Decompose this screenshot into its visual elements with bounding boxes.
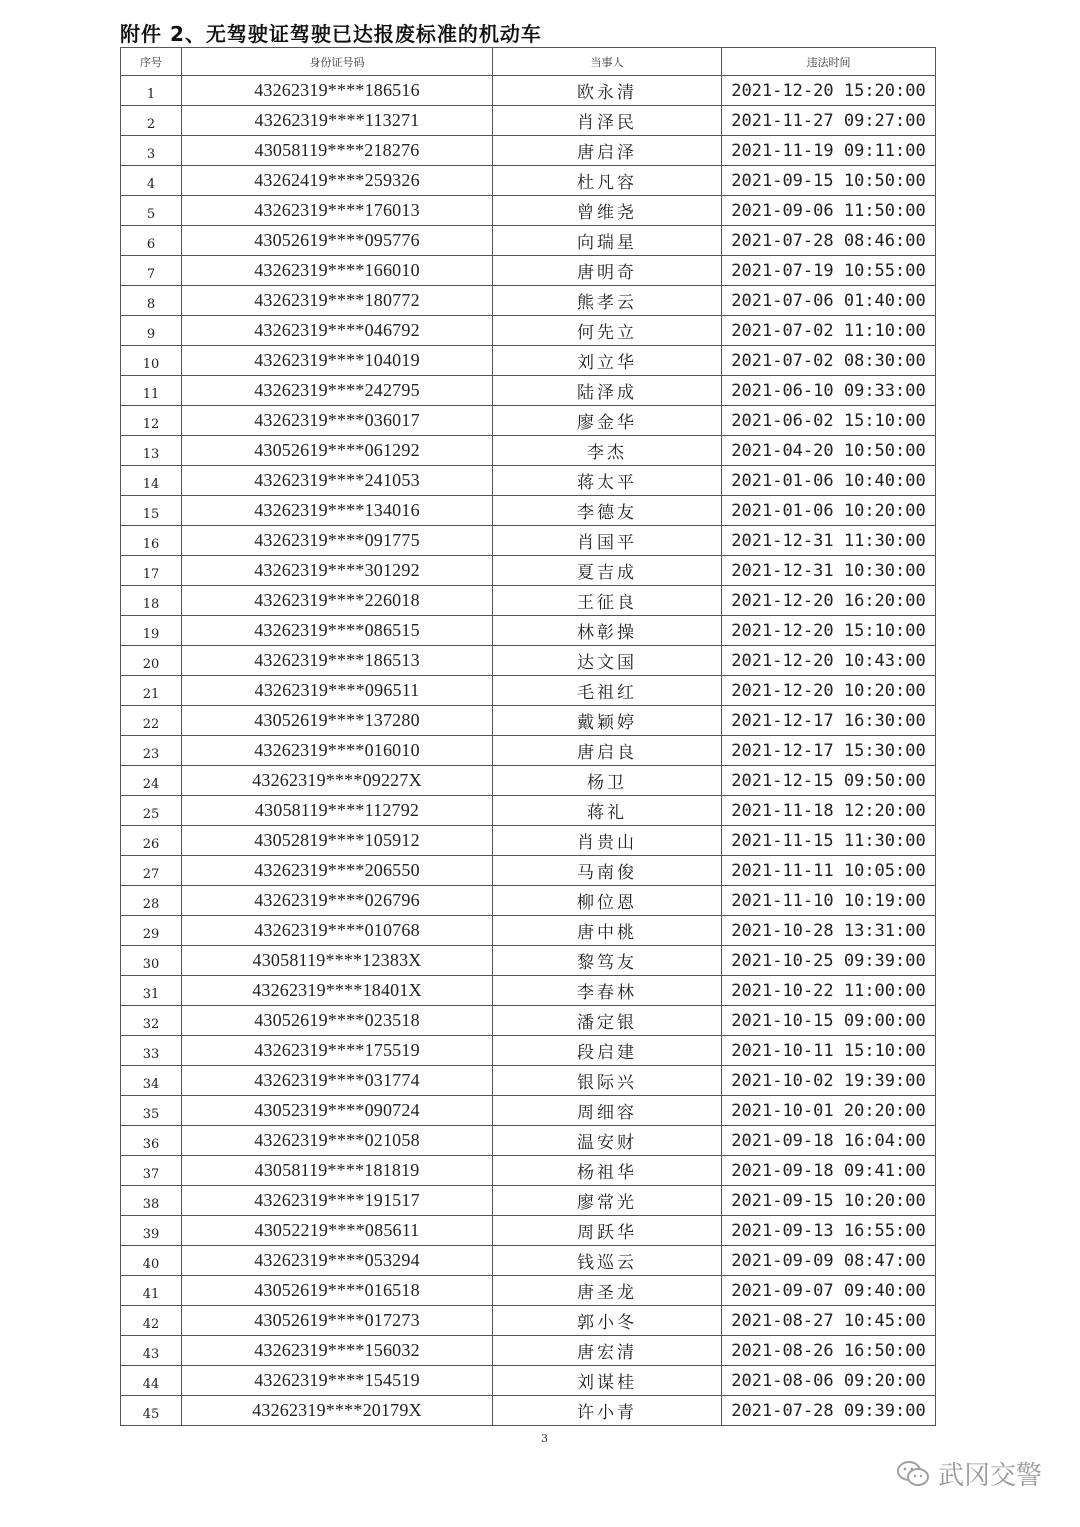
row-party-name: 曾维尧 bbox=[493, 196, 722, 226]
row-id-number: 43262319****113271 bbox=[182, 106, 493, 136]
row-id-number: 43262319****154519 bbox=[182, 1366, 493, 1396]
row-number: 25 bbox=[121, 796, 182, 826]
row-party-name: 唐宏清 bbox=[493, 1336, 722, 1366]
table-row bbox=[121, 976, 936, 1006]
table-row bbox=[121, 76, 936, 106]
row-party-name: 段启建 bbox=[493, 1036, 722, 1066]
row-violation-time: 2021-12-20 15:10:00 bbox=[722, 616, 936, 646]
row-party-name: 李春林 bbox=[493, 976, 722, 1006]
table-row bbox=[121, 496, 936, 526]
watermark-text: 武冈交警 bbox=[937, 1461, 1042, 1491]
row-id-number: 43262319****180772 bbox=[182, 286, 493, 316]
row-party-name: 林彰操 bbox=[493, 616, 722, 646]
row-violation-time: 2021-12-20 16:20:00 bbox=[722, 586, 936, 616]
row-number: 14 bbox=[121, 466, 182, 496]
row-number: 39 bbox=[121, 1216, 182, 1246]
row-number: 43 bbox=[121, 1336, 182, 1366]
table-row bbox=[121, 106, 936, 136]
header-violation-time: 违法时间 bbox=[722, 48, 936, 76]
row-violation-time: 2021-08-27 10:45:00 bbox=[722, 1306, 936, 1336]
wechat-icon bbox=[896, 1460, 930, 1488]
table-row bbox=[121, 466, 936, 496]
row-id-number: 43052619****137280 bbox=[182, 706, 493, 736]
row-violation-time: 2021-09-13 16:55:00 bbox=[722, 1216, 936, 1246]
row-violation-time: 2021-12-17 15:30:00 bbox=[722, 736, 936, 766]
row-id-number: 43262319****026796 bbox=[182, 886, 493, 916]
row-id-number: 43262419****259326 bbox=[182, 166, 493, 196]
row-party-name: 唐启良 bbox=[493, 736, 722, 766]
table-row bbox=[121, 556, 936, 586]
row-number: 30 bbox=[121, 946, 182, 976]
row-party-name: 刘立华 bbox=[493, 346, 722, 376]
row-violation-time: 2021-11-11 10:05:00 bbox=[722, 856, 936, 886]
row-violation-time: 2021-07-06 01:40:00 bbox=[722, 286, 936, 316]
row-party-name: 许小青 bbox=[493, 1396, 722, 1426]
row-violation-time: 2021-07-02 08:30:00 bbox=[722, 346, 936, 376]
row-party-name: 戴颖婷 bbox=[493, 706, 722, 736]
row-violation-time: 2021-07-19 10:55:00 bbox=[722, 256, 936, 286]
header-no: 序号 bbox=[121, 48, 182, 76]
table-row bbox=[121, 1066, 936, 1096]
table-row bbox=[121, 586, 936, 616]
table-row bbox=[121, 436, 936, 466]
row-id-number: 43262319****134016 bbox=[182, 496, 493, 526]
row-id-number: 43262319****036017 bbox=[182, 406, 493, 436]
row-id-number: 43262319****191517 bbox=[182, 1186, 493, 1216]
row-id-number: 43262319****053294 bbox=[182, 1246, 493, 1276]
table-row bbox=[121, 1156, 936, 1186]
row-id-number: 43052819****105912 bbox=[182, 826, 493, 856]
row-party-name: 李杰 bbox=[493, 436, 722, 466]
row-number: 36 bbox=[121, 1126, 182, 1156]
row-party-name: 何先立 bbox=[493, 316, 722, 346]
table-row bbox=[121, 856, 936, 886]
table-row bbox=[121, 796, 936, 826]
row-party-name: 刘谋桂 bbox=[493, 1366, 722, 1396]
row-id-number: 43262319****096511 bbox=[182, 676, 493, 706]
row-party-name: 肖贵山 bbox=[493, 826, 722, 856]
row-number: 15 bbox=[121, 496, 182, 526]
table-row bbox=[121, 706, 936, 736]
table-header bbox=[121, 48, 936, 76]
row-id-number: 43058119****218276 bbox=[182, 136, 493, 166]
table-row bbox=[121, 646, 936, 676]
table-row bbox=[121, 616, 936, 646]
row-number: 3 bbox=[121, 136, 182, 166]
row-party-name: 肖泽民 bbox=[493, 106, 722, 136]
row-id-number: 43052319****090724 bbox=[182, 1096, 493, 1126]
page-number: 3 bbox=[541, 1432, 548, 1445]
row-number: 1 bbox=[121, 76, 182, 106]
row-violation-time: 2021-06-02 15:10:00 bbox=[722, 406, 936, 436]
table-row bbox=[121, 166, 936, 196]
row-party-name: 钱巡云 bbox=[493, 1246, 722, 1276]
table-row bbox=[121, 316, 936, 346]
row-party-name: 唐明奇 bbox=[493, 256, 722, 286]
row-number: 18 bbox=[121, 586, 182, 616]
row-number: 21 bbox=[121, 676, 182, 706]
row-id-number: 43262319****186513 bbox=[182, 646, 493, 676]
row-id-number: 43262319****301292 bbox=[182, 556, 493, 586]
table-row bbox=[121, 1006, 936, 1036]
row-id-number: 43262319****241053 bbox=[182, 466, 493, 496]
row-violation-time: 2021-11-27 09:27:00 bbox=[722, 106, 936, 136]
table-row bbox=[121, 886, 936, 916]
table-row bbox=[121, 1306, 936, 1336]
row-party-name: 达文国 bbox=[493, 646, 722, 676]
row-violation-time: 2021-01-06 10:20:00 bbox=[722, 496, 936, 526]
row-number: 10 bbox=[121, 346, 182, 376]
row-party-name: 唐圣龙 bbox=[493, 1276, 722, 1306]
row-number: 35 bbox=[121, 1096, 182, 1126]
row-violation-time: 2021-09-18 09:41:00 bbox=[722, 1156, 936, 1186]
table-row bbox=[121, 916, 936, 946]
row-violation-time: 2021-12-31 10:30:00 bbox=[722, 556, 936, 586]
table-row bbox=[121, 346, 936, 376]
table-row bbox=[121, 226, 936, 256]
row-number: 34 bbox=[121, 1066, 182, 1096]
row-number: 27 bbox=[121, 856, 182, 886]
row-id-number: 43058119****12383X bbox=[182, 946, 493, 976]
table-row bbox=[121, 1366, 936, 1396]
row-party-name: 柳位恩 bbox=[493, 886, 722, 916]
table-body bbox=[121, 76, 936, 1426]
row-violation-time: 2021-06-10 09:33:00 bbox=[722, 376, 936, 406]
row-party-name: 唐中桃 bbox=[493, 916, 722, 946]
row-violation-time: 2021-11-10 10:19:00 bbox=[722, 886, 936, 916]
row-id-number: 43262319****20179X bbox=[182, 1396, 493, 1426]
table-row bbox=[121, 1276, 936, 1306]
row-violation-time: 2021-09-15 10:50:00 bbox=[722, 166, 936, 196]
row-violation-time: 2021-07-28 08:46:00 bbox=[722, 226, 936, 256]
table-row bbox=[121, 1186, 936, 1216]
table-row bbox=[121, 766, 936, 796]
row-violation-time: 2021-08-26 16:50:00 bbox=[722, 1336, 936, 1366]
row-party-name: 廖常光 bbox=[493, 1186, 722, 1216]
row-id-number: 43052619****017273 bbox=[182, 1306, 493, 1336]
records-table bbox=[120, 47, 936, 1426]
row-number: 33 bbox=[121, 1036, 182, 1066]
row-party-name: 唐启泽 bbox=[493, 136, 722, 166]
row-id-number: 43262319****104019 bbox=[182, 346, 493, 376]
row-id-number: 43262319****016010 bbox=[182, 736, 493, 766]
row-violation-time: 2021-10-28 13:31:00 bbox=[722, 916, 936, 946]
row-id-number: 43262319****186516 bbox=[182, 76, 493, 106]
table-row bbox=[121, 1126, 936, 1156]
row-number: 22 bbox=[121, 706, 182, 736]
row-number: 12 bbox=[121, 406, 182, 436]
row-violation-time: 2021-10-22 11:00:00 bbox=[722, 976, 936, 1006]
table-row bbox=[121, 946, 936, 976]
row-number: 42 bbox=[121, 1306, 182, 1336]
table-row bbox=[121, 1216, 936, 1246]
row-party-name: 毛祖红 bbox=[493, 676, 722, 706]
row-id-number: 43052619****023518 bbox=[182, 1006, 493, 1036]
row-violation-time: 2021-09-06 11:50:00 bbox=[722, 196, 936, 226]
row-violation-time: 2021-12-20 10:20:00 bbox=[722, 676, 936, 706]
row-party-name: 周跃华 bbox=[493, 1216, 722, 1246]
row-number: 5 bbox=[121, 196, 182, 226]
row-violation-time: 2021-09-09 08:47:00 bbox=[722, 1246, 936, 1276]
row-id-number: 43262319****010768 bbox=[182, 916, 493, 946]
table-row bbox=[121, 256, 936, 286]
row-violation-time: 2021-10-01 20:20:00 bbox=[722, 1096, 936, 1126]
row-party-name: 杜凡容 bbox=[493, 166, 722, 196]
table-row bbox=[121, 406, 936, 436]
row-id-number: 43262319****18401X bbox=[182, 976, 493, 1006]
row-number: 19 bbox=[121, 616, 182, 646]
table-row bbox=[121, 1096, 936, 1126]
row-number: 45 bbox=[121, 1396, 182, 1426]
row-party-name: 杨卫 bbox=[493, 766, 722, 796]
row-number: 6 bbox=[121, 226, 182, 256]
row-violation-time: 2021-11-15 11:30:00 bbox=[722, 826, 936, 856]
row-violation-time: 2021-10-15 09:00:00 bbox=[722, 1006, 936, 1036]
row-number: 23 bbox=[121, 736, 182, 766]
row-number: 4 bbox=[121, 166, 182, 196]
table-row bbox=[121, 136, 936, 166]
row-party-name: 黎笃友 bbox=[493, 946, 722, 976]
row-id-number: 43262319****086515 bbox=[182, 616, 493, 646]
row-violation-time: 2021-08-06 09:20:00 bbox=[722, 1366, 936, 1396]
table-row bbox=[121, 1336, 936, 1366]
row-id-number: 43262319****176013 bbox=[182, 196, 493, 226]
row-party-name: 熊孝云 bbox=[493, 286, 722, 316]
row-party-name: 周细容 bbox=[493, 1096, 722, 1126]
row-violation-time: 2021-09-18 16:04:00 bbox=[722, 1126, 936, 1156]
row-violation-time: 2021-11-18 12:20:00 bbox=[722, 796, 936, 826]
row-number: 26 bbox=[121, 826, 182, 856]
row-number: 37 bbox=[121, 1156, 182, 1186]
row-number: 32 bbox=[121, 1006, 182, 1036]
row-number: 16 bbox=[121, 526, 182, 556]
row-party-name: 夏吉成 bbox=[493, 556, 722, 586]
table-row bbox=[121, 1036, 936, 1066]
row-number: 8 bbox=[121, 286, 182, 316]
row-violation-time: 2021-12-15 09:50:00 bbox=[722, 766, 936, 796]
document-title: 附件 2、无驾驶证驾驶已达报废标准的机动车 bbox=[120, 22, 542, 46]
row-violation-time: 2021-12-31 11:30:00 bbox=[722, 526, 936, 556]
row-party-name: 蒋礼 bbox=[493, 796, 722, 826]
row-number: 2 bbox=[121, 106, 182, 136]
row-violation-time: 2021-12-17 16:30:00 bbox=[722, 706, 936, 736]
row-number: 13 bbox=[121, 436, 182, 466]
row-violation-time: 2021-10-02 19:39:00 bbox=[722, 1066, 936, 1096]
row-violation-time: 2021-12-20 15:20:00 bbox=[722, 76, 936, 106]
row-number: 24 bbox=[121, 766, 182, 796]
row-id-number: 43052619****061292 bbox=[182, 436, 493, 466]
row-number: 9 bbox=[121, 316, 182, 346]
row-id-number: 43058119****112792 bbox=[182, 796, 493, 826]
row-number: 11 bbox=[121, 376, 182, 406]
row-id-number: 43262319****091775 bbox=[182, 526, 493, 556]
table-row bbox=[121, 1246, 936, 1276]
row-violation-time: 2021-12-20 10:43:00 bbox=[722, 646, 936, 676]
row-violation-time: 2021-09-15 10:20:00 bbox=[722, 1186, 936, 1216]
row-violation-time: 2021-10-25 09:39:00 bbox=[722, 946, 936, 976]
row-number: 7 bbox=[121, 256, 182, 286]
row-violation-time: 2021-07-02 11:10:00 bbox=[722, 316, 936, 346]
table-row bbox=[121, 286, 936, 316]
row-id-number: 43262319****226018 bbox=[182, 586, 493, 616]
row-id-number: 43262319****09227X bbox=[182, 766, 493, 796]
row-number: 44 bbox=[121, 1366, 182, 1396]
row-id-number: 43262319****046792 bbox=[182, 316, 493, 346]
row-party-name: 陆泽成 bbox=[493, 376, 722, 406]
row-number: 20 bbox=[121, 646, 182, 676]
row-party-name: 温安财 bbox=[493, 1126, 722, 1156]
row-party-name: 蒋太平 bbox=[493, 466, 722, 496]
row-number: 41 bbox=[121, 1276, 182, 1306]
row-number: 40 bbox=[121, 1246, 182, 1276]
row-violation-time: 2021-09-07 09:40:00 bbox=[722, 1276, 936, 1306]
row-party-name: 银际兴 bbox=[493, 1066, 722, 1096]
row-violation-time: 2021-04-20 10:50:00 bbox=[722, 436, 936, 466]
table-row bbox=[121, 526, 936, 556]
row-id-number: 43262319****156032 bbox=[182, 1336, 493, 1366]
row-number: 17 bbox=[121, 556, 182, 586]
row-number: 29 bbox=[121, 916, 182, 946]
table-row bbox=[121, 196, 936, 226]
row-id-number: 43052219****085611 bbox=[182, 1216, 493, 1246]
row-id-number: 43052619****095776 bbox=[182, 226, 493, 256]
row-party-name: 廖金华 bbox=[493, 406, 722, 436]
row-party-name: 杨祖华 bbox=[493, 1156, 722, 1186]
header-row bbox=[121, 48, 936, 76]
row-number: 31 bbox=[121, 976, 182, 1006]
row-id-number: 43058119****181819 bbox=[182, 1156, 493, 1186]
row-violation-time: 2021-01-06 10:40:00 bbox=[722, 466, 936, 496]
row-number: 28 bbox=[121, 886, 182, 916]
row-violation-time: 2021-10-11 15:10:00 bbox=[722, 1036, 936, 1066]
row-violation-time: 2021-07-28 09:39:00 bbox=[722, 1396, 936, 1426]
table-row bbox=[121, 376, 936, 406]
row-party-name: 潘定银 bbox=[493, 1006, 722, 1036]
row-party-name: 欧永清 bbox=[493, 76, 722, 106]
row-party-name: 向瑞星 bbox=[493, 226, 722, 256]
row-id-number: 43262319****021058 bbox=[182, 1126, 493, 1156]
table-row bbox=[121, 1396, 936, 1426]
row-party-name: 郭小冬 bbox=[493, 1306, 722, 1336]
row-id-number: 43262319****242795 bbox=[182, 376, 493, 406]
row-party-name: 王征良 bbox=[493, 586, 722, 616]
table-row bbox=[121, 826, 936, 856]
row-violation-time: 2021-11-19 09:11:00 bbox=[722, 136, 936, 166]
row-id-number: 43052619****016518 bbox=[182, 1276, 493, 1306]
row-id-number: 43262319****031774 bbox=[182, 1066, 493, 1096]
row-party-name: 肖国平 bbox=[493, 526, 722, 556]
table-row bbox=[121, 736, 936, 766]
row-party-name: 李德友 bbox=[493, 496, 722, 526]
row-party-name: 马南俊 bbox=[493, 856, 722, 886]
row-id-number: 43262319****175519 bbox=[182, 1036, 493, 1066]
header-id-number: 身份证号码 bbox=[182, 48, 493, 76]
header-party: 当事人 bbox=[493, 48, 722, 76]
table-row bbox=[121, 676, 936, 706]
row-id-number: 43262319****166010 bbox=[182, 256, 493, 286]
row-number: 38 bbox=[121, 1186, 182, 1216]
row-id-number: 43262319****206550 bbox=[182, 856, 493, 886]
watermark bbox=[896, 1455, 1042, 1492]
